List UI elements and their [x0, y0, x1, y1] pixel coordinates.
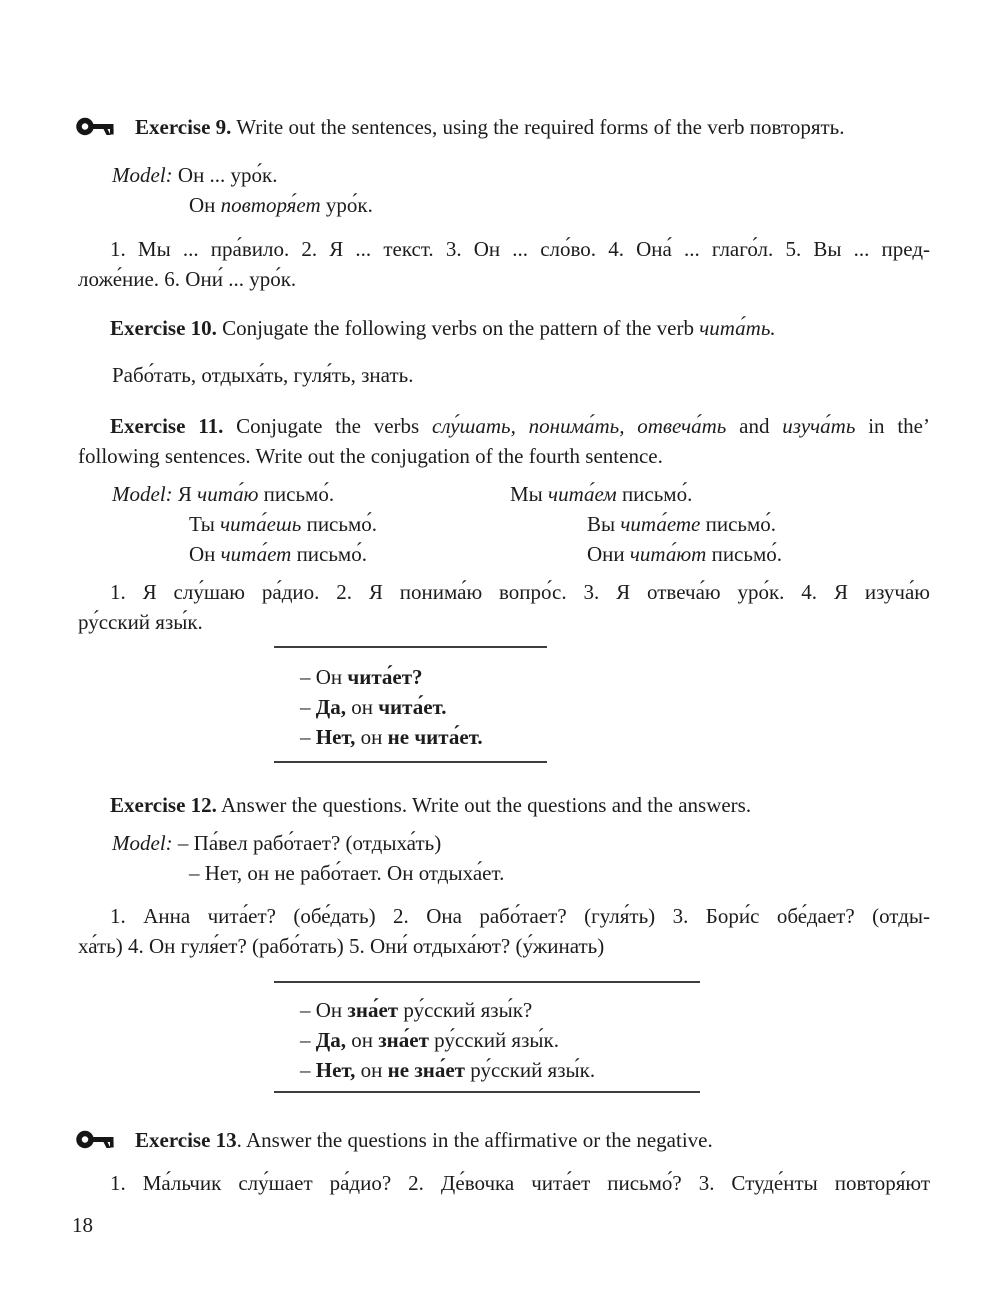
text-segment: ложе́ние. 6. Они́ ... уро́к. — [78, 267, 297, 291]
dialog-line — [300, 1025, 700, 1055]
text-segment: повторя́ет — [220, 193, 321, 217]
text-segment: ру́сский язы́к. — [465, 1058, 596, 1082]
text-segment: 1. Мы ... пра́вило. 2. Я ... текст. 3. Он ... сло́во. 4. Она́ ... глаго́л. 5. Вы ... пред- — [110, 237, 930, 261]
model-line — [112, 190, 930, 220]
key-icon — [76, 115, 118, 141]
text-segment: Conjugate the following verbs on the pattern of the verb — [216, 316, 700, 340]
text-segment: 1. Анна чита́ет? (обе́дать) 2. Она рабо́тает? (гуля́ть) 3. Бори́с обе́дает? (отды- — [110, 904, 930, 928]
text-segment: ру́сский язы́к. — [428, 1028, 559, 1052]
text-segment: Он — [189, 542, 221, 566]
exercise-heading — [78, 313, 930, 343]
model-line — [510, 479, 692, 509]
sentence-line — [78, 607, 930, 637]
text-segment: Он ... уро́к. — [172, 163, 278, 187]
text-segment: письмо́. — [291, 542, 367, 566]
sentence-line — [78, 931, 930, 961]
text-segment: уро́к. — [320, 193, 373, 217]
sentence-line — [78, 577, 930, 607]
exercise-12-model — [112, 828, 930, 888]
model-line — [587, 509, 776, 539]
text-segment: Он — [189, 193, 221, 217]
exercise-heading — [135, 112, 930, 142]
text-segment: ру́сский язы́к? — [398, 998, 533, 1022]
text-segment: чита́ют — [629, 542, 707, 566]
text-segment: письмо́. — [616, 482, 693, 506]
text-segment: – — [300, 1028, 316, 1052]
verb-list-line — [112, 360, 930, 390]
text-segment: он — [355, 1058, 388, 1082]
text-segment: слу́шать, понима́ть, отвеча́ть — [432, 414, 727, 438]
text-segment: 1. Ма́льчик слу́шает ра́дио? 2. Де́вочка чита́ет письмо́? 3. Студе́нты повторя́ют — [110, 1171, 930, 1195]
text-segment: Нет, — [315, 1058, 356, 1082]
model-line — [587, 539, 782, 569]
sentence-line — [78, 264, 930, 294]
exercise-heading — [135, 1125, 930, 1155]
text-segment: – — [300, 1058, 316, 1082]
text-segment: письмо́. — [700, 512, 777, 536]
exercise-9-heading-row — [78, 112, 930, 142]
text-segment: чита́ете — [620, 512, 701, 536]
text-segment: Рабо́тать, отдыха́ть, гуля́ть, знать. — [112, 363, 414, 387]
text-segment: Exercise 10. — [110, 316, 217, 340]
exercise-9-model — [112, 160, 930, 220]
model-row — [112, 509, 930, 539]
text-segment: Exercise 13 — [135, 1128, 237, 1152]
exercise-heading-continued — [78, 441, 930, 471]
text-segment: Model: — [112, 831, 173, 855]
text-segment: Да, — [315, 1028, 346, 1052]
text-segment: . Answer the questions in the affirmative or the negative. — [236, 1128, 713, 1152]
model-line — [112, 858, 930, 888]
model-line — [112, 539, 587, 569]
key-icon — [76, 1128, 118, 1154]
text-segment: 1. Я слу́шаю ра́дио. 2. Я понима́ю вопро́с. 3. Я отвеча́ю уро́к. 4. Я изуча́ю — [110, 580, 930, 604]
dialog-line — [300, 692, 547, 722]
text-segment: чита́ть. — [699, 316, 776, 340]
dialog-line — [300, 995, 700, 1025]
exercise-12-sentences — [78, 901, 930, 961]
text-segment: изуча́ть — [782, 414, 856, 438]
text-segment: – Нет, он не рабо́тает. Он отдыха́ет. — [189, 861, 505, 885]
text-segment: Model: — [112, 482, 173, 506]
text-segment: in the’ — [855, 414, 931, 438]
exercise-10-heading-row — [78, 313, 930, 343]
exercise-13-sentences — [78, 1168, 930, 1198]
text-segment: Ты — [189, 512, 221, 536]
text-segment: чита́ю — [197, 482, 259, 506]
text-segment: письмо́. — [301, 512, 377, 536]
text-segment: чита́ешь — [220, 512, 302, 536]
text-segment: following sentences. Write out the conjugation of the fourth sentence. — [78, 444, 663, 468]
model-row — [112, 539, 930, 569]
text-segment: зна́ет — [378, 1028, 429, 1052]
text-segment: не зна́ет — [387, 1058, 466, 1082]
text-segment: Write out the sentences, using the required forms of the verb повторять. — [231, 115, 845, 139]
model-line — [112, 479, 510, 509]
model-line — [112, 828, 930, 858]
text-segment: чита́ем — [548, 482, 617, 506]
text-segment: письмо́. — [258, 482, 335, 506]
text-segment: чита́ет. — [378, 695, 447, 719]
text-segment: Model: — [112, 163, 173, 187]
text-segment: Они — [587, 542, 630, 566]
text-segment: Exercise 12. — [110, 793, 217, 817]
sentence-line — [78, 901, 930, 931]
exercise-heading — [78, 411, 930, 441]
exercise-13-section — [78, 1125, 930, 1198]
text-segment: Я — [172, 482, 198, 506]
exercise-10-verbs — [112, 360, 930, 390]
dialog-line — [300, 722, 547, 752]
exercise-12-section — [78, 790, 930, 961]
text-segment: не чита́ет. — [387, 725, 483, 749]
text-segment: Exercise 11. — [110, 414, 224, 438]
text-segment: чита́ет — [220, 542, 292, 566]
exercise-9-section — [78, 112, 930, 294]
dialog-box-1 — [274, 646, 547, 763]
model-line — [112, 160, 930, 190]
exercise-heading — [78, 790, 930, 820]
text-segment: and — [726, 414, 783, 438]
text-segment: ха́ть) 4. Он гуля́ет? (рабо́тать) 5. Они́ отдыха́ют? (у́жинать) — [78, 934, 605, 958]
text-segment: ру́сский язы́к. — [78, 610, 203, 634]
exercise-13-heading-row — [78, 1125, 930, 1155]
text-segment: – Па́вел рабо́тает? (отдыха́ть) — [172, 831, 442, 855]
text-segment: – — [300, 695, 316, 719]
dialog-box-2 — [274, 981, 700, 1093]
text-segment: – Он — [300, 998, 348, 1022]
exercise-11-model — [112, 479, 930, 569]
page-content — [78, 0, 930, 1198]
exercise-10-section — [78, 313, 930, 390]
dialog-line — [300, 1055, 700, 1085]
text-segment: письмо́. — [706, 542, 782, 566]
text-segment: Answer the questions. Write out the questions and the answers. — [216, 793, 752, 817]
page-number: 18 — [72, 1213, 93, 1237]
exercise-11-heading-row — [78, 411, 930, 471]
text-segment: – — [300, 725, 316, 749]
text-segment: он — [345, 1028, 379, 1052]
exercise-9-sentences — [78, 234, 930, 294]
text-segment: он — [355, 725, 388, 749]
text-segment: Нет, — [315, 725, 356, 749]
exercise-11-sentences — [78, 577, 930, 637]
sentence-line — [78, 234, 930, 264]
text-segment: Мы — [510, 482, 549, 506]
text-segment: он — [345, 695, 379, 719]
text-segment: Exercise 9. — [135, 115, 232, 139]
dialog-line — [300, 662, 547, 692]
text-segment: Conjugate the verbs — [223, 414, 433, 438]
text-segment: зна́ет — [347, 998, 399, 1022]
exercise-12-heading-row — [78, 790, 930, 820]
text-segment: чита́ет? — [347, 665, 423, 689]
text-segment: – Он — [300, 665, 348, 689]
sentence-line — [78, 1168, 930, 1198]
text-segment: Вы — [587, 512, 621, 536]
model-row — [112, 479, 930, 509]
model-line — [112, 509, 587, 539]
text-segment: Да, — [315, 695, 346, 719]
exercise-11-section — [78, 411, 930, 637]
